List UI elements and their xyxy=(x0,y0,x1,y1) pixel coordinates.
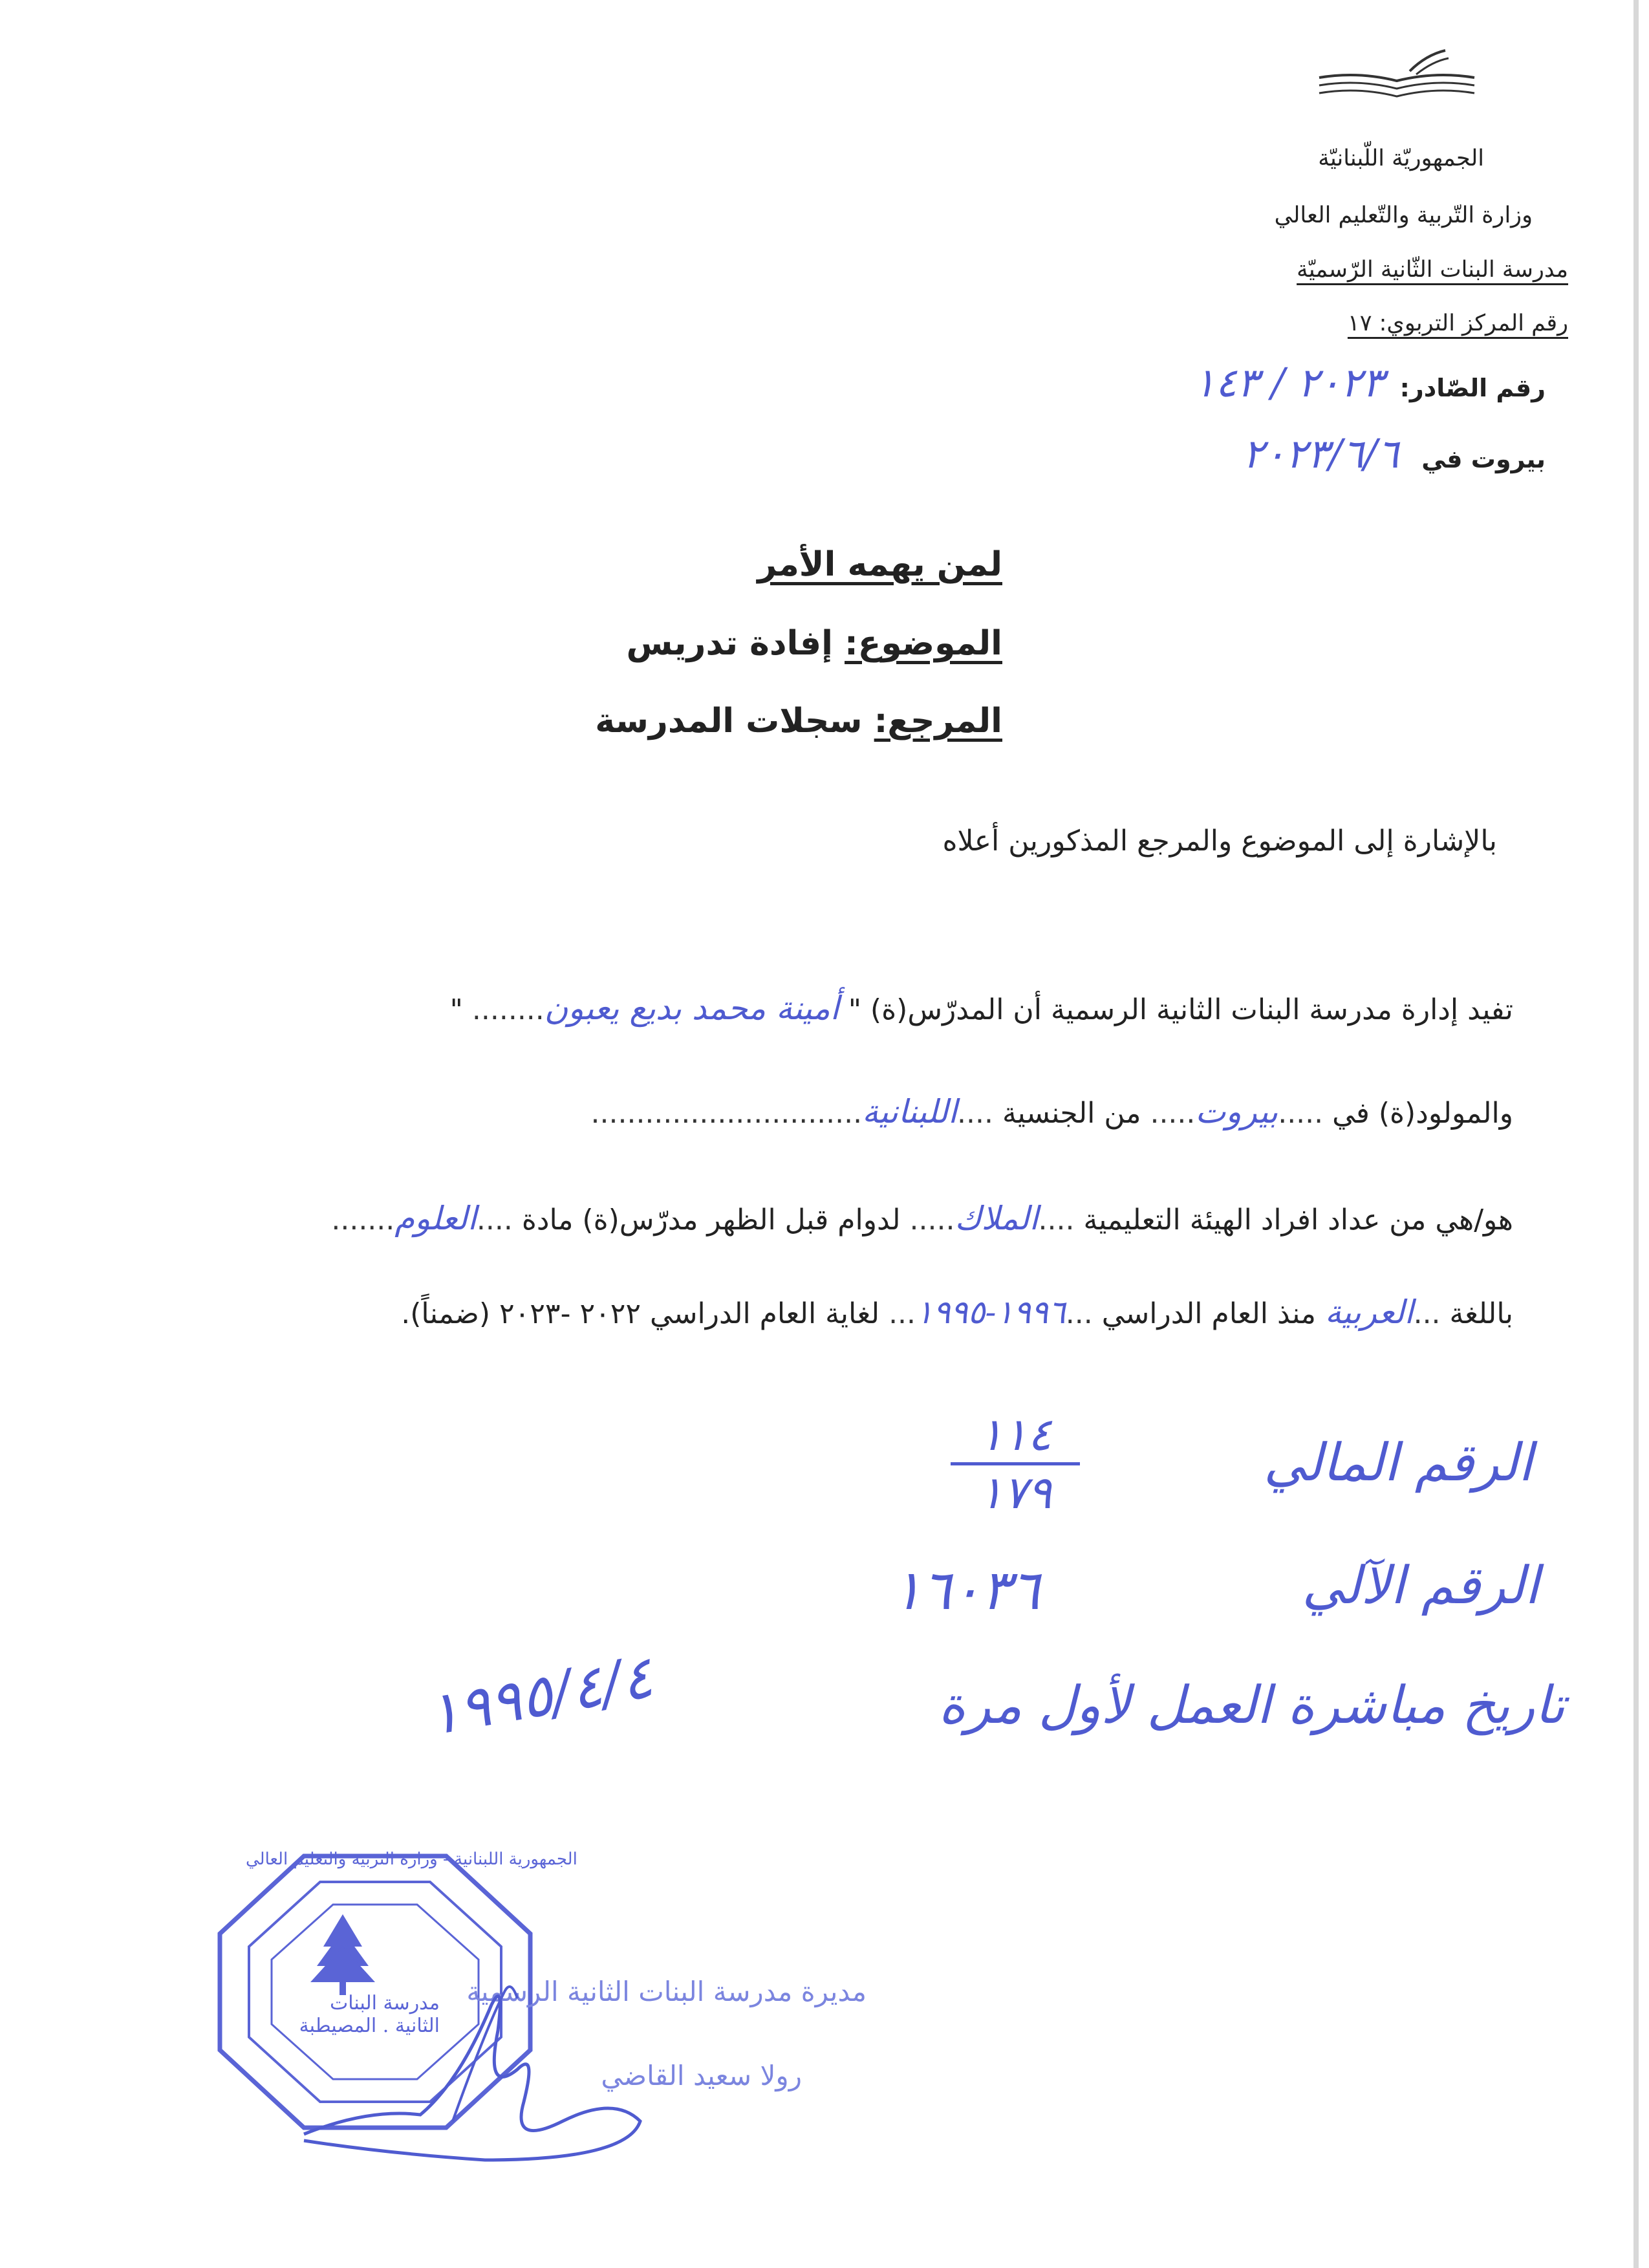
staff-type-value: الملاك xyxy=(954,1200,1039,1237)
subject-title: الموضوع: إفادة تدريس xyxy=(626,624,1002,663)
years-line: باللغة ...العربية منذ العام الدراسي ...١٩٩٦-١٩٩٥... لغاية العام الدراسي ٢٠٢٢ -٢٠٢٣ (ضمناً). xyxy=(401,1293,1513,1331)
financial-number-label: الرقم المالي xyxy=(1264,1432,1533,1493)
signature-scribble xyxy=(291,1953,653,2173)
issue-number-row xyxy=(899,359,1546,406)
stamp-inner-text: مدرسة البنات الثانية . المصيطبة xyxy=(299,1992,440,2037)
school-heading xyxy=(1051,257,1568,283)
start-date-label: تاريخ مباشرة العمل لأول مرة xyxy=(938,1675,1565,1735)
birth-line: والمولود(ة) في .....بيروت..... من الجنسية ....اللبنانية.............................. xyxy=(590,1093,1513,1130)
language-value: العربية xyxy=(1324,1293,1414,1331)
republic-heading: الجمهوريّة اللّبنانيّة xyxy=(1318,146,1484,171)
to-whom-title: لمن يهمه الأمر xyxy=(757,545,1002,584)
signature-title: مديرة مدرسة البنات الثانية الرسمية xyxy=(466,1976,867,2007)
intro-paragraph: بالإشارة إلى الموضوع والمرجع المذكورين أعلاه xyxy=(942,825,1497,858)
subject-taught-value: العلوم xyxy=(394,1200,477,1237)
center-number: رقم المركز التربوي: ١٧ xyxy=(1347,310,1568,336)
fraction-bar xyxy=(951,1462,1080,1465)
stamp-outer-text: الجمهورية اللبنانية - وزارة التربية والتعليم العالي xyxy=(246,1850,577,1869)
date-label: بيروت في xyxy=(1421,445,1546,473)
nationality-value: اللبنانية xyxy=(862,1093,958,1130)
computer-number-value: ١٦٠٣٦ xyxy=(892,1559,1040,1623)
issue-number-value: ٢٠٢٣ / ١٤٣ xyxy=(1194,359,1384,406)
reference-title: المرجع: سجلات المدرسة xyxy=(595,702,1002,740)
date-value: ٢٠٢٣/٦/٦ xyxy=(1242,430,1399,477)
staff-line: هو/هي من عداد افراد الهيئة التعليمية ....الملاك..... لدوام قبل الظهر مدرّس(ة) مادة ....العلوم....... xyxy=(331,1200,1513,1237)
ministry-heading: وزارة التّربية والتّعليم العالي xyxy=(1274,202,1533,228)
scan-edge xyxy=(1633,0,1639,2268)
start-date-value: ١٩٩٥/٤/٤ xyxy=(422,1643,658,1749)
teacher-line: تفيد إدارة مدرسة البنات الثانية الرسمية أن المدرّس(ة) " أمينة محمد بديع يعبون........ " xyxy=(449,989,1513,1027)
date-row xyxy=(899,430,1546,477)
since-year-value: ١٩٩٦-١٩٩٥ xyxy=(916,1293,1066,1331)
teacher-name: أمينة محمد بديع يعبون xyxy=(544,989,839,1027)
school-name: مدرسة البنات الثّانية الرّسميّة xyxy=(1297,257,1568,283)
signature-name: رولا سعيد القاضي xyxy=(601,2060,802,2091)
issue-number-label: رقم الصّادر: xyxy=(1399,374,1546,402)
ministry-logo xyxy=(1313,45,1481,103)
birthplace-value: بيروت xyxy=(1195,1093,1278,1130)
computer-number-label: الرقم الآلي xyxy=(1302,1555,1539,1615)
financial-number-value: ١١٤ ١٧٩ xyxy=(944,1410,1086,1518)
